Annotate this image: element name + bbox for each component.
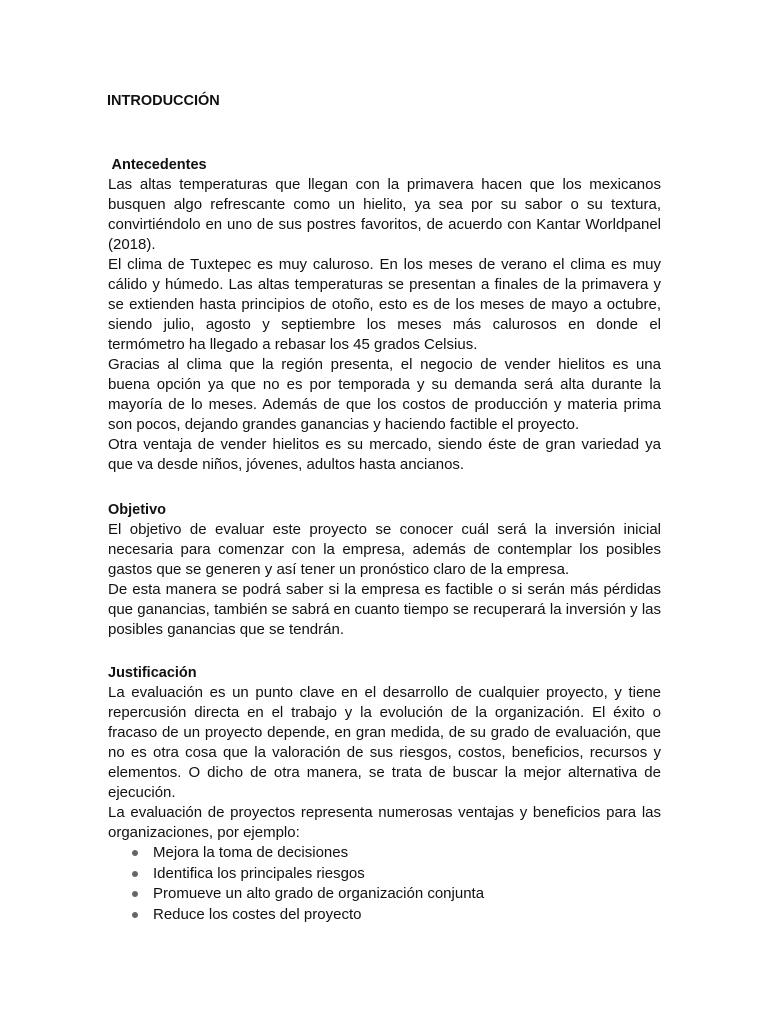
- section-heading: Antecedentes: [108, 157, 207, 173]
- bullet-icon: [132, 912, 138, 918]
- list-item-text: Mejora la toma de decisiones: [153, 844, 349, 861]
- section-heading: Objetivo: [108, 502, 167, 518]
- document-title: INTRODUCCIÓN: [107, 93, 220, 109]
- list-item-text: Promueve un alto grado de organización conjunta: [153, 885, 485, 902]
- paragraph: Otra ventaja de vender hielitos es su mercado, siendo éste de gran variedad ya que va desde niños, jóvenes, adultos hasta ancianos.: [108, 436, 661, 473]
- paragraph: Gracias al clima que la región presenta, el negocio de vender hielitos es una buena opción ya que no es por temporada y su demanda será alta durante la mayoría de lo meses. Además de que los costos de producción y materia prima son pocos, dejando grandes ganancias y haciendo factible el proyecto.: [108, 356, 661, 433]
- paragraph: El objetivo de evaluar este proyecto se conocer cuál será la inversión inicial necesaria para comenzar con la empresa, además de contemplar los posibles gastos que se generen y así tener un pronóstico claro de la empresa.: [108, 521, 661, 578]
- section-antecedentes: [108, 155, 661, 475]
- paragraph: El clima de Tuxtepec es muy caluroso. En los meses de verano el clima es muy cálido y húmedo. Las altas temperaturas se presentan a finales de la primavera y se extienden hasta principios de otoño, esto es de los meses de mayo a octubre, siendo julio, agosto y septiembre los meses más calurosos en donde el termómetro ha llegado a rebasar los 45 grados Celsius.: [108, 256, 661, 353]
- section-justificacion: [108, 663, 661, 925]
- bullet-icon: [132, 891, 138, 897]
- list-item: [108, 884, 661, 905]
- list-item: [108, 864, 661, 885]
- paragraph: Las altas temperaturas que llegan con la primavera hacen que los mexicanos busquen algo refrescante como un hielito, ya sea por su sabor o su textura, convirtiéndolo en uno de sus postres favoritos, de acuerdo con Kantar Worldpanel (2018).: [108, 176, 661, 253]
- list-item: [108, 843, 661, 864]
- bullet-icon: [132, 850, 138, 856]
- bullet-icon: [132, 871, 138, 877]
- section-objetivo: [108, 500, 661, 640]
- paragraph: La evaluación es un punto clave en el desarrollo de cualquier proyecto, y tiene repercusión directa en el trabajo y la evolución de la organización. El éxito o fracaso de un proyecto depende, en gran medida, de su grado de evaluación, que no es otra cosa que la valoración de sus riesgos, costos, beneficios, recursos y elementos. O dicho de otra manera, se trata de buscar la mejor alternativa de ejecución.: [108, 684, 661, 801]
- list-item-text: Identifica los principales riesgos: [153, 864, 365, 882]
- section-heading: Justificación: [108, 665, 197, 681]
- bullet-list: [108, 843, 661, 925]
- paragraph: De esta manera se podrá saber si la empresa es factible o si serán más pérdidas que ganancias, también se sabrá en cuanto tiempo se recuperará la inversión y las posibles ganancias que se tendrán.: [108, 581, 661, 638]
- list-item: [108, 905, 661, 926]
- list-item-text: Reduce los costes del proyecto: [153, 905, 362, 923]
- paragraph: La evaluación de proyectos representa numerosas ventajas y beneficios para las organizaciones, por ejemplo:: [108, 804, 661, 841]
